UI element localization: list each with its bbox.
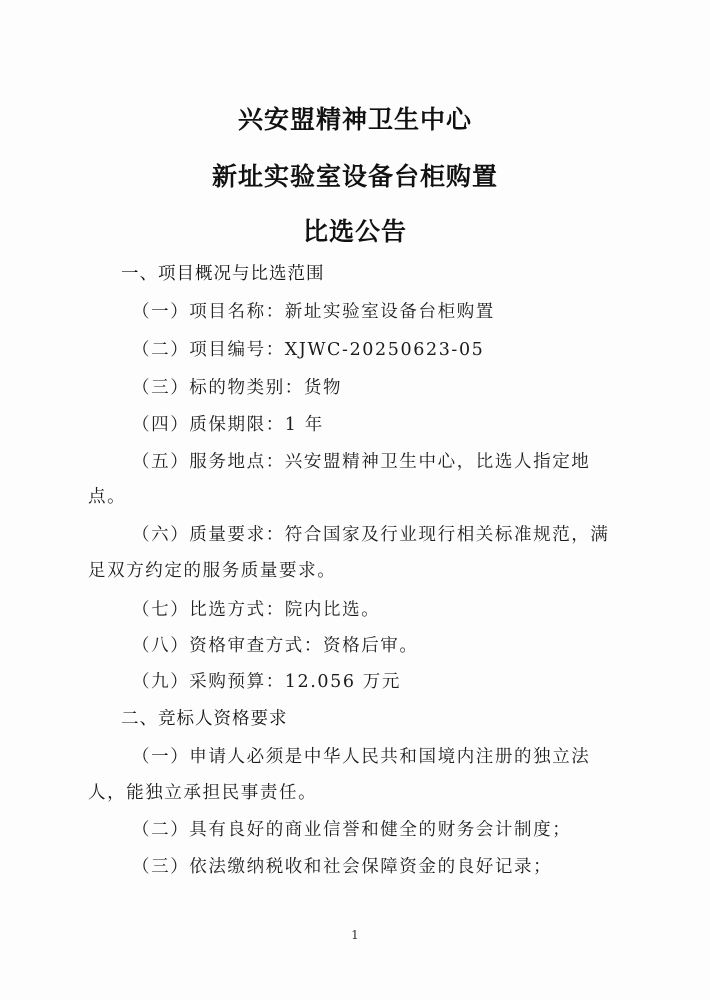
section-1-item-service-location: （五）服务地点：兴安盟精神卫生中心，比选人指定地 — [132, 452, 591, 472]
section-2-item-1-cont: 人，能独立承担民事责任。 — [88, 783, 318, 803]
section-1-item-quality-cont: 足双方约定的服务质量要求。 — [88, 561, 337, 581]
section-2-heading: 二、竞标人资格要求 — [121, 709, 288, 729]
title-line-1: 兴安盟精神卫生中心 — [237, 105, 472, 134]
section-2-item-3: （三）依法缴纳税收和社会保障资金的良好记录； — [132, 857, 553, 877]
title-line-3: 比选公告 — [302, 217, 407, 246]
section-1-heading: 一、项目概况与比选范围 — [121, 264, 325, 284]
section-2-item-2: （二）具有良好的商业信誉和健全的财务会计制度； — [132, 820, 572, 840]
section-1-item-method: （七）比选方式：院内比选。 — [132, 600, 381, 620]
section-1-item-quality: （六）质量要求：符合国家及行业现行相关标准规范，满 — [132, 525, 610, 545]
page-number: 1 — [351, 928, 359, 942]
section-1-item-project-number: （二）项目编号：XJWC-20250623-05 — [132, 340, 485, 360]
section-2-item-1: （一）申请人必须是中华人民共和国境内注册的独立法 — [132, 747, 591, 767]
section-1-item-service-location-cont: 点。 — [88, 487, 127, 507]
section-1-item-warranty: （四）质保期限：1 年 — [132, 415, 324, 435]
section-1-item-category: （三）标的物类别：货物 — [132, 378, 343, 398]
section-1-item-project-name: （一）项目名称：新址实验室设备台柜购置 — [132, 302, 495, 322]
title-line-2: 新址实验室设备台柜购置 — [211, 162, 498, 191]
section-1-item-review: （八）资格审查方式：资格后审。 — [132, 636, 419, 656]
section-1-item-budget: （九）采购预算：12.056 万元 — [132, 672, 401, 692]
